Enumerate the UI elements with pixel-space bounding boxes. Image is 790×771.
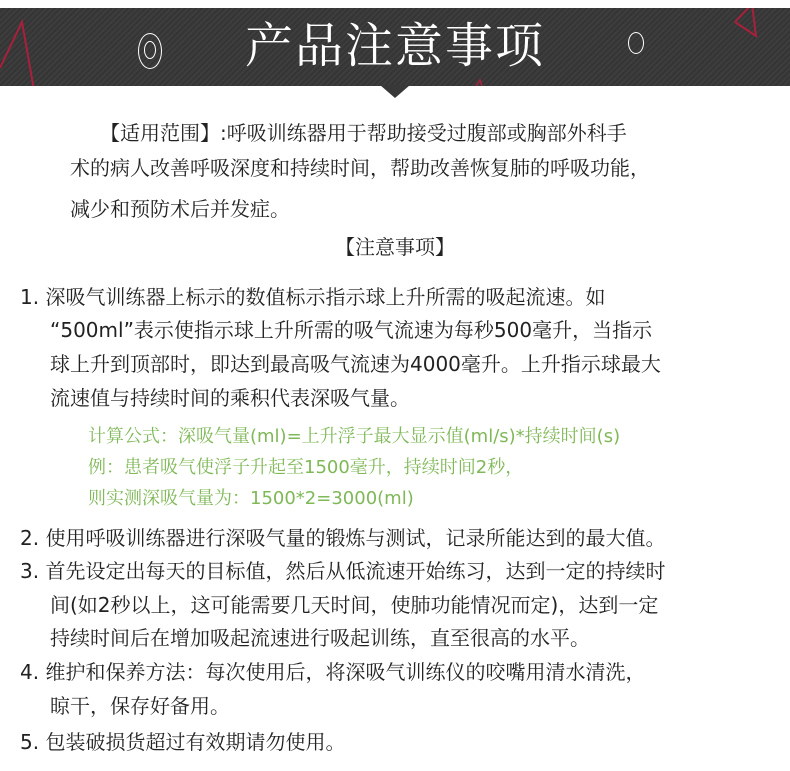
formula-line: 计算公式：深吸气量(ml)=上升浮子最大显示值(ml/s)*持续时间(s): [88, 426, 621, 447]
item-2-line: 2. 使用呼吸训练器进行深吸气量的锻炼与测试，记录所能达到的最大值。: [20, 526, 666, 550]
item-4-line: 晾干，保存好备用。: [50, 694, 230, 718]
item-1-line: 流速值与持续时间的乘积代表深吸气量。: [50, 386, 410, 410]
item-1-line: 1. 深吸气训练器上标示的数值标示指示球上升所需的吸起流速。如: [20, 285, 606, 309]
page-title: 产品注意事项: [244, 18, 545, 74]
item-3-line: 3. 首先设定出每天的目标值，然后从低流速开始练习，达到一定的持续时: [20, 559, 666, 583]
notice-heading: 【注意事项】: [335, 235, 455, 259]
item-3-line: 持续时间后在增加吸起流速进行吸起训练，直至很高的水平。: [50, 626, 590, 650]
banner-pointer: [380, 85, 410, 98]
intro-line: 术的病人改善呼吸深度和持续时间，帮助改善恢复肺的呼吸功能，: [70, 156, 650, 180]
item-5-line: 5. 包装破损货超过有效期请勿使用。: [20, 730, 346, 754]
header-banner: [0, 8, 790, 86]
item-1-line: 球上升到顶部时，即达到最高吸气流速为4000毫升。上升指示球最大: [50, 352, 661, 376]
formula-line: 例：患者吸气使浮子升起至1500毫升，持续时间2秒，: [88, 457, 524, 478]
item-1-line: “500ml”表示使指示球上升所需的吸气流速为每秒500毫升，当指示: [50, 318, 653, 342]
intro-line: 减少和预防术后并发症。: [70, 197, 290, 221]
item-3-line: 间(如2秒以上，这可能需要几天时间，使肺功能情况而定)，达到一定: [50, 593, 659, 617]
formula-line: 则实测深吸气量为：1500*2=3000(ml): [88, 488, 414, 509]
intro-line: 【适用范围】:呼吸训练器用于帮助接受过腹部或胸部外科手: [100, 121, 627, 145]
item-4-line: 4. 维护和保养方法：每次使用后，将深吸气训练仪的咬嘴用清水清洗，: [20, 660, 646, 684]
